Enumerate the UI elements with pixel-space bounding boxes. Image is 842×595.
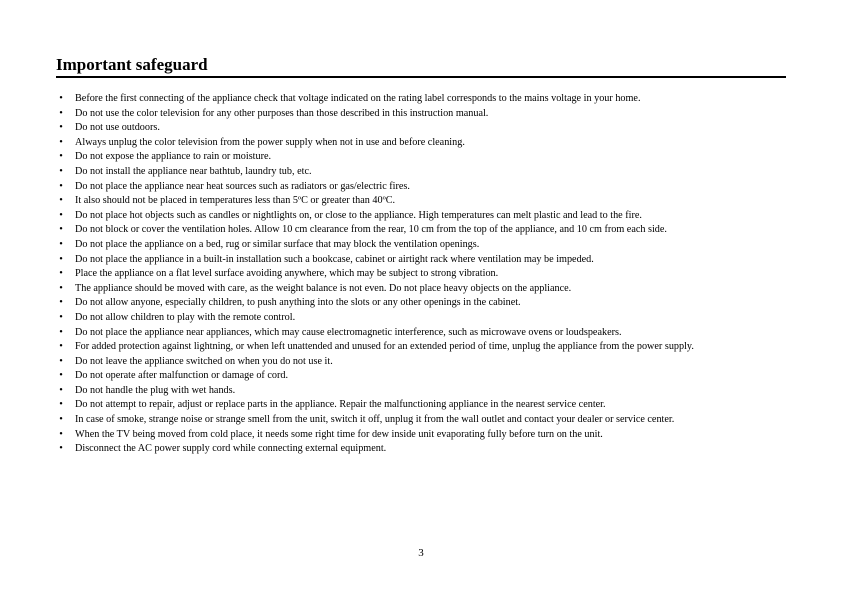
list-item: [56, 253, 786, 268]
list-item: [56, 413, 786, 428]
list-item-text: Place the appliance on a flat level surface avoiding anywhere, which may be subject to strong vibration.: [75, 268, 499, 280]
bullet-icon: •: [59, 311, 63, 323]
bullet-icon: •: [59, 428, 63, 440]
list-item: [56, 311, 786, 326]
list-item: [56, 92, 786, 107]
list-item: [56, 107, 786, 122]
list-item-text: Do not block or cover the ventilation holes. Allow 10 cm clearance from the rear, 10 cm from the top of the appliance, and 10 cm from each side.: [75, 224, 667, 236]
list-item: [56, 384, 786, 399]
title-underline: [56, 76, 786, 78]
bullet-icon: •: [59, 253, 63, 265]
list-item: [56, 428, 786, 443]
list-item-text: Do not place hot objects such as candles or nightlights on, or close to the appliance. High temperatures can melt plastic and lead to the fire.: [75, 209, 642, 221]
list-item-text: Do not allow anyone, especially children, to push anything into the slots or any other openings in the cabinet.: [75, 297, 521, 309]
list-item-text: Before the first connecting of the appliance check that voltage indicated on the rating label corresponds to the mains voltage in your home.: [75, 93, 641, 104]
bullet-icon: •: [59, 93, 63, 104]
bullet-icon: •: [59, 297, 63, 309]
bullet-icon: •: [59, 224, 63, 236]
list-item-text: Do not place the appliance in a built-in installation such a bookcase, cabinet or airtight rack where ventilation may be impeded.: [75, 253, 594, 265]
list-item-text: Do not use outdoors.: [75, 122, 160, 134]
list-item: [56, 282, 786, 297]
list-item-text: For added protection against lightning, or when left unattended and unused for an extended period of time, unplug the appliance from the power supply.: [75, 341, 694, 353]
list-item-text: Do not leave the appliance switched on when you do not use it.: [75, 355, 333, 367]
bullet-icon: •: [59, 268, 63, 280]
list-item: [56, 442, 786, 457]
list-item: [56, 223, 786, 238]
list-item-text: Always unplug the color television from the power supply when not in use and before cleaning.: [75, 136, 465, 148]
list-item-text: Do not attempt to repair, adjust or replace parts in the appliance. Repair the malfunctioning appliance in the nearest service center.: [75, 399, 606, 411]
page-number: 3: [418, 547, 424, 559]
list-item: [56, 194, 786, 209]
list-item-text: Do not operate after malfunction or damage of cord.: [75, 370, 289, 382]
bullet-icon: •: [59, 180, 63, 192]
bullet-icon: •: [59, 136, 63, 148]
bullet-icon: •: [59, 326, 63, 338]
list-item-text: Do not place the appliance near appliances, which may cause electromagnetic interference, such as microwave ovens or loudspeakers.: [75, 326, 622, 338]
list-item: [56, 136, 786, 151]
list-item: [56, 340, 786, 355]
bullet-icon: •: [59, 443, 63, 455]
bullet-icon: •: [59, 355, 63, 367]
list-item: [56, 326, 786, 341]
list-item-text: Do not allow children to play with the remote control.: [75, 311, 296, 323]
list-item-text: Do not place the appliance on a bed, rug or similar surface that may block the ventilation openings.: [75, 238, 480, 250]
list-item-text: It also should not be placed in temperatures less than 5ºC or greater than 40ºC.: [75, 195, 396, 207]
bullet-icon: •: [59, 195, 63, 207]
bullet-icon: •: [59, 370, 63, 382]
list-item: [56, 267, 786, 282]
list-item-text: The appliance should be moved with care, as the weight balance is not even. Do not place heavy objects on the appliance.: [75, 282, 572, 294]
list-item: [56, 180, 786, 195]
list-item-text: Do not use the color television for any other purposes than those described in this instruction manual.: [75, 107, 489, 119]
list-item: [56, 355, 786, 370]
bullet-icon: •: [59, 107, 63, 119]
list-item: [56, 165, 786, 180]
list-item-text: Do not handle the plug with wet hands.: [75, 384, 236, 396]
list-item: [56, 296, 786, 311]
bullet-icon: •: [59, 384, 63, 396]
page-title: Important safeguard: [56, 55, 208, 74]
list-item: [56, 121, 786, 136]
list-item-text: Disconnect the AC power supply cord while connecting external equipment.: [75, 443, 387, 455]
list-item-text: Do not expose the appliance to rain or moisture.: [75, 151, 272, 163]
list-item: [56, 209, 786, 224]
list-item: [56, 150, 786, 165]
bullet-icon: •: [59, 209, 63, 221]
list-item-text: When the TV being moved from cold place, it needs some right time for dew inside unit evaporating fully before turn on the unit.: [75, 428, 603, 440]
bullet-icon: •: [59, 341, 63, 353]
bullet-icon: •: [59, 399, 63, 411]
list-item: [56, 238, 786, 253]
list-item-text: Do not install the appliance near bathtub, laundry tub, etc.: [75, 165, 312, 177]
bullet-icon: •: [59, 414, 63, 426]
bullet-icon: •: [59, 165, 63, 177]
list-item-text: In case of smoke, strange noise or strange smell from the unit, switch it off, unplug it from the wall outlet and contact your dealer or service center.: [75, 414, 675, 426]
bullet-icon: •: [59, 151, 63, 163]
safeguard-list: [56, 92, 786, 457]
list-item: [56, 398, 786, 413]
list-item-text: Do not place the appliance near heat sources such as radiators or gas/electric fires.: [75, 180, 410, 192]
bullet-icon: •: [59, 282, 63, 294]
list-item: [56, 369, 786, 384]
bullet-icon: •: [59, 238, 63, 250]
bullet-icon: •: [59, 122, 63, 134]
